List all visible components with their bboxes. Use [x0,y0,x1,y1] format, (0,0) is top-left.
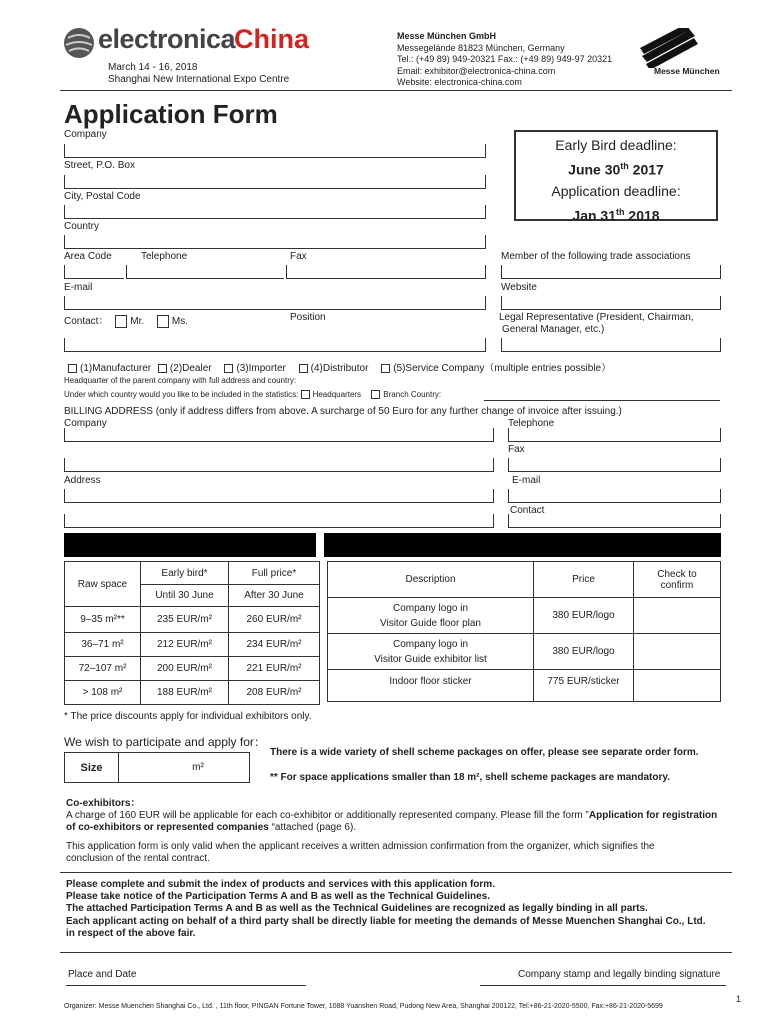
description-cell: Company logo in Visitor Guide floor plan [328,598,534,634]
size-cell: 9–35 m²** [65,607,141,633]
early-price-cell: 235 EUR/m² [141,607,229,633]
after-header: After 30 June [229,585,320,607]
confirm-checkbox-cell[interactable] [634,634,721,670]
service-label: (5)Service Company（multiple entries possible） [393,363,612,374]
mm-logo-text: Messe München [654,66,720,76]
trade-assoc-label: Member of the following trade associations [501,251,691,262]
dealer-checkbox[interactable] [158,364,167,373]
application-date: Jan 31th 2018 [572,206,660,224]
early-bird-date: June 30th 2017 [568,161,664,178]
logo-word-electronica: electronica [98,24,236,54]
legal-block-top-rule [60,872,732,873]
mm-stripes-icon [640,28,700,68]
header-rule [60,90,732,91]
fax-label: Fax [290,251,307,262]
organizer-block [397,31,612,89]
shell-mandatory-note: ** For space applications smaller than 18 m², shell scheme packages are mandatory. [270,772,670,783]
event-venue: Shanghai New International Expo Centre [108,74,290,85]
billing-fax-label: Fax [508,444,525,455]
billing-company-label: Company [64,418,107,429]
billing-contact-label: Contact [510,505,545,516]
contact-input[interactable] [64,338,486,352]
billing-contact-input[interactable] [508,514,721,528]
raw-space-header: Raw space [65,562,141,607]
company-type-row [68,359,611,374]
billing-email-input[interactable] [508,489,721,503]
country-input[interactable] [64,235,486,249]
website-input[interactable] [501,296,721,310]
ms-checkbox[interactable] [157,315,169,328]
headquarters-checkbox[interactable] [301,390,310,399]
billing-company-input[interactable] [64,428,494,442]
coexhibitors-text: A charge of 160 EUR will be applicable for each co-exhibitor or additionally represented company. Please fill the form ”Application for registration of co-exhibitors or represented companies “attached (page 6). [66,810,718,833]
logo-table-header-bar [324,533,721,557]
area-code-label: Area Code [64,251,112,262]
city-label: City, Postal Code [64,191,141,202]
legal-line: Please take notice of the Participation Terms A and B as well as the Technical Guidelines. [66,891,491,903]
telephone-input[interactable] [126,265,284,279]
full-price-cell: 208 EUR/m² [229,681,320,705]
description-cell: Company logo in Visitor Guide exhibitor list [328,634,534,670]
manufacturer-label: (1)Manufacturer [80,363,152,374]
service-checkbox[interactable] [381,364,390,373]
shell-scheme-note: There is a wide variety of shell scheme packages on offer, please see separate order form. [270,747,699,758]
billing-title: BILLING ADDRESS (only if address differs from above. A surcharge of 50 Euro for any further change of invoice after issuing.) [64,406,622,417]
distributor-checkbox[interactable] [299,364,308,373]
legal-line: Please complete and submit the index of products and services with this application form. [66,879,495,890]
confirm-checkbox-cell[interactable] [634,598,721,634]
manufacturer-checkbox[interactable] [68,364,77,373]
size-cell: > 108 m² [65,681,141,705]
position-label: Position [290,312,326,323]
billing-telephone-label: Telephone [508,418,555,429]
logo-price-table [327,561,721,702]
space-table-header-bar [64,533,316,557]
legal-line: in respect of the above fair. [66,927,196,939]
headquarters-label: Headquarters [312,390,362,399]
company-label: Company [64,129,107,140]
early-price-cell: 212 EUR/m² [141,633,229,657]
country-label: Country [64,221,100,232]
billing-address-input-2[interactable] [64,514,494,528]
city-input[interactable] [64,205,486,219]
legal-line: The attached Participation Terms A and B as well as the Technical Guidelines are recognized as legally binding in all parts. [66,903,648,915]
full-price-cell: 234 EUR/m² [229,633,320,657]
size-label: Size [65,753,119,783]
org-address: Messegelände 81823 München, Germany [397,42,565,53]
billing-fax-input[interactable] [508,458,721,472]
street-label: Street, P.O. Box [64,160,135,171]
billing-address-input[interactable] [64,489,494,503]
place-date-input[interactable] [66,985,306,986]
size-box [64,752,250,783]
footer-organizer: Organizer: Messe Muenchen Shanghai Co., Ltd. , 11th floor, PINGAN Fortune Tower, 1088 Yuanshen Road, Pudong New Area, Shanghai 200122, Tel:+86-21-2020-5500, Fax:+86-21-2020-5699 [64,1003,663,1010]
legal-block [66,879,706,940]
mr-checkbox[interactable] [115,315,127,328]
legal-block-bottom-rule [60,952,732,953]
price-cell: 775 EUR/sticker [534,670,634,702]
early-bird-header: Early bird* [141,562,229,585]
importer-label: (3)Importer [236,363,286,374]
org-name: Messe München GmbH [397,31,497,41]
fax-input[interactable] [286,265,486,279]
contact-label: Contact： [64,316,109,327]
space-price-table [64,561,320,705]
place-date-label: Place and Date [68,969,137,980]
check-header: Check to confirm [634,562,721,598]
website-label: Website [501,282,537,293]
full-price-cell: 260 EUR/m² [229,607,320,633]
stats-row [64,390,441,399]
size-unit: m² [192,762,204,773]
description-cell: Indoor floor sticker [328,670,534,702]
event-dates: March 14 - 16, 2018 [108,62,198,73]
trade-assoc-input[interactable] [501,265,721,279]
globe-icon [62,26,96,60]
page-number: 1 [736,994,742,1004]
mr-label: Mr. [130,316,145,327]
dealer-label: (2)Dealer [169,363,212,374]
branch-label: Branch Country: [383,390,442,399]
signature-label: Company stamp and legally binding signature [518,969,721,980]
full-price-cell: 221 EUR/m² [229,657,320,681]
logo-word-china: China [234,24,310,54]
legal-rep-input[interactable] [501,338,721,352]
billing-company-input-2[interactable] [64,458,494,472]
org-tel: Tel.: (+49 89) 949-20321 Fax.: (+49 89) 949-97 20321 [397,54,613,64]
messe-muenchen-logo [638,28,732,78]
application-label: Application deadline: [551,182,681,199]
branch-country-input[interactable] [484,400,720,401]
telephone-label: Telephone [141,251,188,262]
discount-note: * The price discounts apply for individual exhibitors only. [64,711,312,722]
price-cell: 380 EUR/logo [534,598,634,634]
size-input[interactable] [119,753,250,783]
hq-line: Headquarter of the parent company with full address and country: [64,376,297,385]
contact-row [64,312,188,328]
org-email: Email: exhibitor@electronica-china.com [397,65,556,76]
confirm-checkbox-cell[interactable] [634,670,721,702]
page-title: Application Form [64,99,278,129]
early-bird-label: Early Bird deadline: [555,137,677,153]
billing-address-label: Address [64,475,101,486]
legal-rep-label: Legal Representative (President, Chairman, General Manager, etc.) [499,312,694,335]
legal-line: Each applicant acting on behalf of a third party shall be directly liable for meeting the demands of Messe Muenchen Shanghai Co., Ltd. [66,915,706,927]
coexhibitors-section [66,798,726,834]
price-header: Price [534,562,634,598]
description-header: Description [328,562,534,598]
billing-email-label: E-mail [512,475,541,486]
deadline-box [514,130,718,224]
email-label: E-mail [64,282,93,293]
importer-checkbox[interactable] [224,364,233,373]
electronica-logo [62,24,310,60]
company-input[interactable] [64,144,486,158]
until-header: Until 30 June [141,585,229,607]
size-cell: 72–107 m² [65,657,141,681]
early-price-cell: 200 EUR/m² [141,657,229,681]
full-price-header: Full price* [229,562,320,585]
area-code-input[interactable] [64,265,124,279]
billing-telephone-input[interactable] [508,428,721,442]
branch-checkbox[interactable] [371,390,380,399]
size-cell: 36–71 m² [65,633,141,657]
price-cell: 380 EUR/logo [534,634,634,670]
early-price-cell: 188 EUR/m² [141,681,229,705]
org-website: Website: electronica-china.com [397,77,522,87]
street-input[interactable] [64,175,486,189]
validity-note: This application form is only valid when the applicant receives a written admission confirmation from the organizer, which signifies the conclusion of the rental contract. [66,841,655,864]
coexhibitors-title: Co-exhibitors： [66,798,141,809]
ms-label: Ms. [171,316,189,327]
signature-input[interactable] [480,985,726,986]
stats-label: Under which country would you like to be included in the statistics: [64,390,299,399]
distributor-label: (4)Distributor [310,363,369,374]
participate-heading: We wish to participate and apply for： [64,735,266,749]
email-input[interactable] [64,296,486,310]
